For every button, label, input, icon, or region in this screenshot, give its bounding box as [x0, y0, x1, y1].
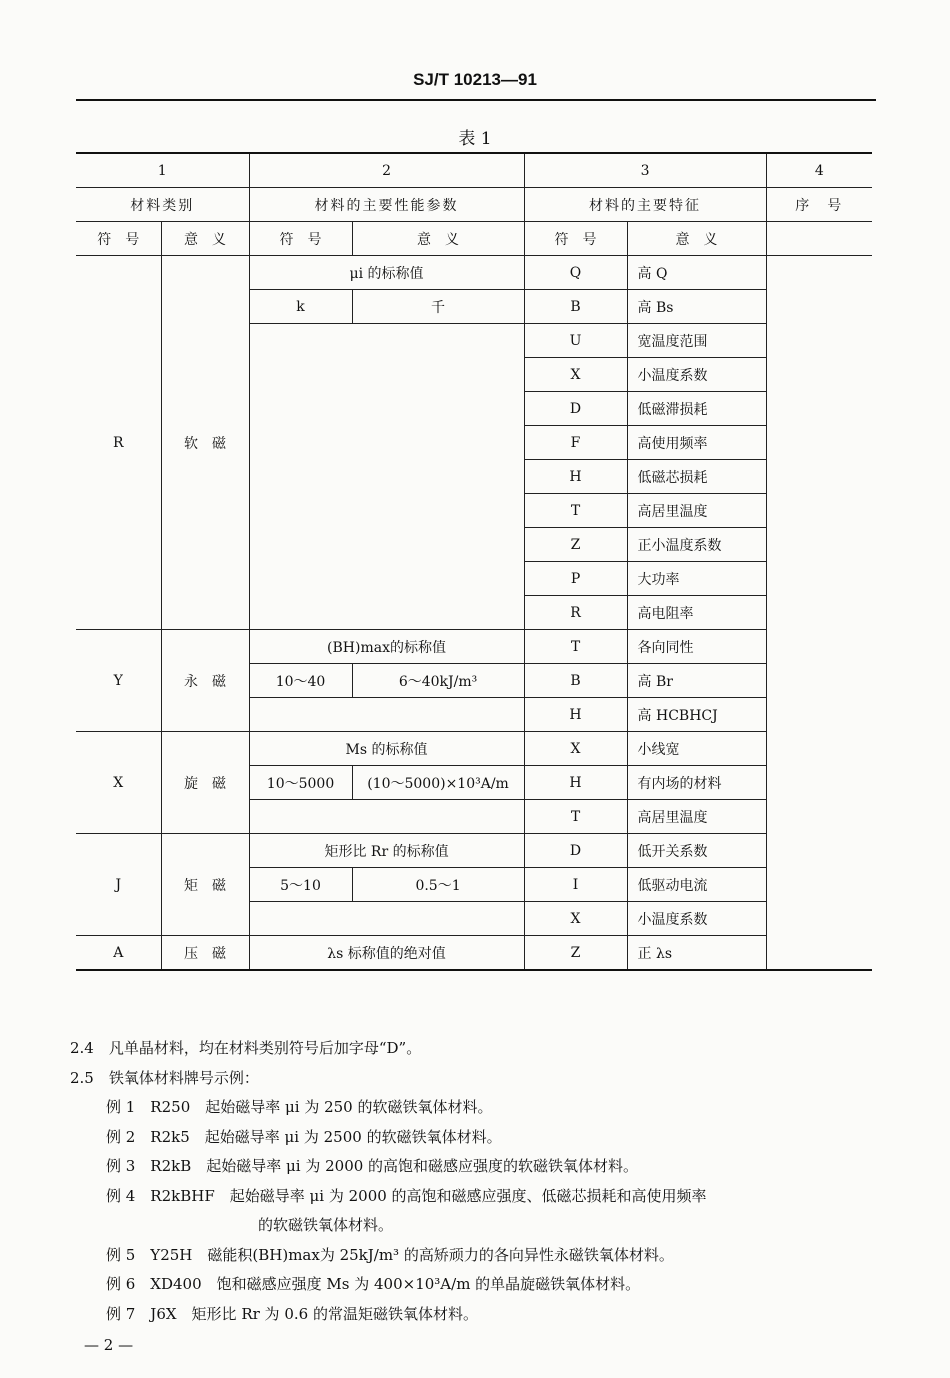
param-blank [249, 698, 524, 732]
feature-meaning: 低开关系数 [627, 834, 766, 868]
feature-meaning: 大功率 [627, 562, 766, 596]
feature-meaning: 低磁芯损耗 [627, 460, 766, 494]
param-title: (BH)max的标称值 [249, 630, 524, 664]
group-header: 材料的主要特征 [524, 188, 766, 222]
material-table [76, 152, 872, 971]
category-meaning: 永 磁 [161, 630, 249, 732]
standard-code: SJ/T 10213—91 [413, 70, 537, 89]
serial-cell [766, 834, 872, 868]
example-line: 例 5 Y25H 磁能积(BH)max为 25kJ/m³ 的高矫顽力的各向异性永磁铁氧体材料。 [106, 1245, 674, 1264]
param-blank [249, 902, 524, 936]
feature-symbol: D [524, 392, 627, 426]
group-header-row [76, 188, 872, 222]
feature-symbol: T [524, 800, 627, 834]
param-title: Ms 的标称值 [249, 732, 524, 766]
feature-symbol: T [524, 494, 627, 528]
example-line: 例 3 R2kB 起始磁导率 μi 为 2000 的高饱和磁感应强度的软磁铁氧体材料。 [106, 1157, 639, 1175]
example-line: 例 6 XD400 饱和磁感应强度 Ms 为 400×10³A/m 的单晶旋磁铁氧体材料。 [106, 1275, 641, 1293]
notes-section [70, 1034, 880, 1329]
feature-symbol: P [524, 562, 627, 596]
table-title: 表 1 [458, 129, 492, 149]
feature-symbol: X [524, 358, 627, 392]
table-row [76, 732, 872, 766]
category-symbol: Y [76, 630, 161, 732]
category-meaning: 矩 磁 [161, 834, 249, 936]
feature-meaning: 高电阻率 [627, 596, 766, 630]
feature-meaning: 高居里温度 [627, 800, 766, 834]
category-symbol: J [76, 834, 161, 936]
serial-cell [766, 358, 872, 392]
serial-cell [766, 766, 872, 800]
param-title: μi 的标称值 [249, 256, 524, 290]
example-line: 例 2 R2k5 起始磁导率 μi 为 2500 的软磁铁氧体材料。 [106, 1127, 502, 1146]
category-symbol: R [76, 256, 161, 630]
col-number: 1 [76, 153, 249, 188]
table-row [76, 936, 872, 971]
feature-symbol: U [524, 324, 627, 358]
feature-symbol: Q [524, 256, 627, 290]
param-symbol: 5～10 [249, 868, 352, 902]
serial-cell [766, 698, 872, 732]
feature-symbol: F [524, 426, 627, 460]
serial-cell [766, 630, 872, 664]
subheader: 意 义 [352, 222, 524, 256]
param-title: λs 标称值的绝对值 [249, 936, 524, 971]
serial-cell [766, 562, 872, 596]
param-blank [249, 800, 524, 834]
feature-symbol: Z [524, 528, 627, 562]
param-meaning: 千 [352, 290, 524, 324]
note-2-4: 2.4 凡单晶材料，均在材料类别符号后加字母“D”。 [70, 1039, 422, 1057]
param-meaning: 6～40kJ/m³ [352, 664, 524, 698]
example-line-continued: 的软磁铁氧体材料。 [258, 1216, 394, 1234]
col-number: 4 [766, 153, 872, 188]
param-symbol: 10～5000 [249, 766, 352, 800]
example-line: 例 4 R2kBHF 起始磁导率 μi 为 2000 的高饱和磁感应强度、低磁芯损耗和高使用频率 [106, 1186, 707, 1205]
feature-meaning: 低磁滞损耗 [627, 392, 766, 426]
feature-meaning: 小线宽 [627, 732, 766, 766]
feature-meaning: 高 Q [627, 256, 766, 290]
group-header: 序 号 [766, 188, 872, 222]
feature-symbol: I [524, 868, 627, 902]
subheader-row [76, 222, 872, 256]
note-2-5: 2.5 铁氧体材料牌号示例： [70, 1068, 259, 1087]
serial-cell [766, 800, 872, 834]
category-meaning: 旋 磁 [161, 732, 249, 834]
feature-symbol: D [524, 834, 627, 868]
feature-symbol: B [524, 664, 627, 698]
feature-meaning: 正小温度系数 [627, 528, 766, 562]
param-title: 矩形比 Rr 的标称值 [249, 834, 524, 868]
feature-meaning: 宽温度范围 [627, 324, 766, 358]
feature-meaning: 低驱动电流 [627, 868, 766, 902]
feature-symbol: Z [524, 936, 627, 971]
serial-cell [766, 936, 872, 971]
page-number: — 2 — [84, 1336, 134, 1354]
subheader: 符 号 [249, 222, 352, 256]
serial-cell [766, 596, 872, 630]
feature-symbol: R [524, 596, 627, 630]
col-number: 3 [524, 153, 766, 188]
param-meaning: (10～5000)×10³A/m [352, 766, 524, 800]
serial-cell [766, 256, 872, 290]
table-row [76, 630, 872, 664]
serial-cell [766, 494, 872, 528]
feature-meaning: 高 Bs [627, 290, 766, 324]
feature-symbol: H [524, 766, 627, 800]
serial-cell [766, 392, 872, 426]
column-number-row [76, 153, 872, 188]
serial-cell [766, 324, 872, 358]
header-rule [76, 99, 876, 101]
feature-symbol: X [524, 902, 627, 936]
serial-cell [766, 460, 872, 494]
feature-meaning: 高居里温度 [627, 494, 766, 528]
example-line: 例 1 R250 起始磁导率 μi 为 250 的软磁铁氧体材料。 [106, 1098, 493, 1116]
category-meaning: 软 磁 [161, 256, 249, 630]
feature-symbol: H [524, 460, 627, 494]
serial-cell [766, 664, 872, 698]
feature-symbol: B [524, 290, 627, 324]
param-symbol: 10～40 [249, 664, 352, 698]
param-symbol: k [249, 290, 352, 324]
subheader: 意 义 [627, 222, 766, 256]
feature-symbol: H [524, 698, 627, 732]
feature-meaning: 小温度系数 [627, 902, 766, 936]
feature-meaning: 高 Br [627, 664, 766, 698]
group-header: 材料类别 [76, 188, 249, 222]
category-meaning: 压 磁 [161, 936, 249, 971]
subheader [766, 222, 872, 256]
category-symbol: A [76, 936, 161, 971]
subheader: 符 号 [524, 222, 627, 256]
serial-cell [766, 902, 872, 936]
feature-meaning: 各向同性 [627, 630, 766, 664]
serial-cell [766, 426, 872, 460]
feature-meaning: 正 λs [627, 936, 766, 971]
feature-symbol: X [524, 732, 627, 766]
param-meaning: 0.5～1 [352, 868, 524, 902]
feature-meaning: 有内场的材料 [627, 766, 766, 800]
group-header: 材料的主要性能参数 [249, 188, 524, 222]
category-symbol: X [76, 732, 161, 834]
feature-symbol: T [524, 630, 627, 664]
example-line: 例 7 J6X 矩形比 Rr 为 0.6 的常温矩磁铁氧体材料。 [106, 1304, 478, 1323]
subheader: 符 号 [76, 222, 161, 256]
table-row [76, 834, 872, 868]
table-row [76, 256, 872, 290]
serial-cell [766, 868, 872, 902]
col-number: 2 [249, 153, 524, 188]
serial-cell [766, 528, 872, 562]
serial-cell [766, 290, 872, 324]
serial-cell [766, 732, 872, 766]
feature-meaning: 高 HCBHCJ [627, 698, 766, 732]
feature-meaning: 高使用频率 [627, 426, 766, 460]
feature-meaning: 小温度系数 [627, 358, 766, 392]
subheader: 意 义 [161, 222, 249, 256]
param-blank [249, 324, 524, 630]
